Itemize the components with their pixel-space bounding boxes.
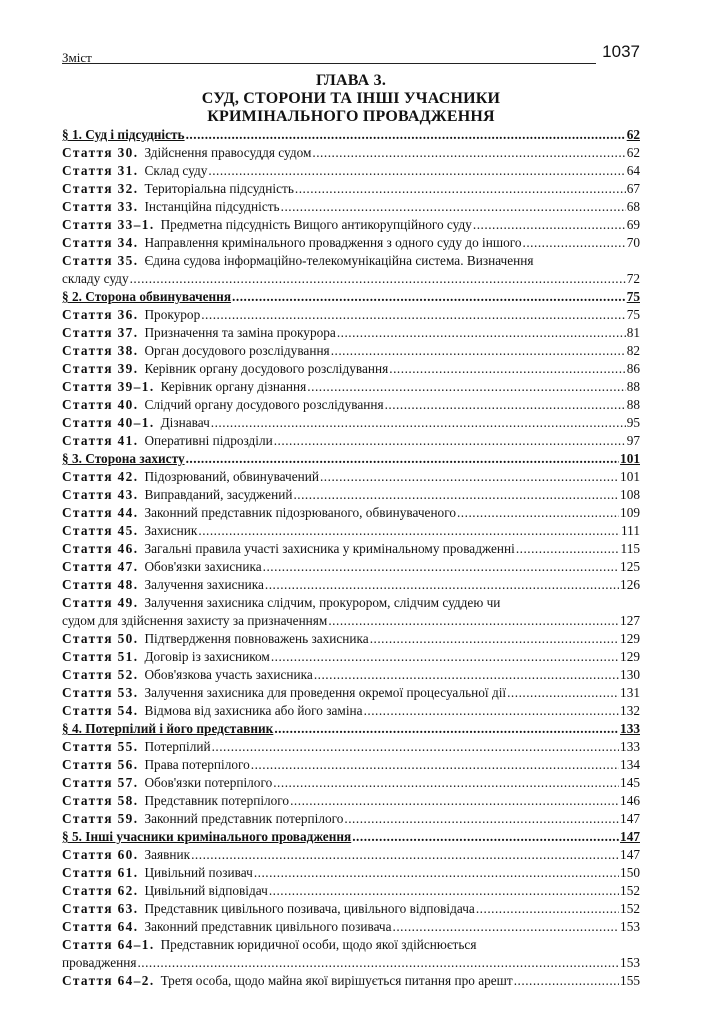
toc-article-title: Представник потерпілого (144, 793, 290, 808)
toc-leader (352, 828, 619, 846)
toc-article-title: Орган досудового розслідування (144, 343, 330, 358)
toc-article-entry (62, 774, 640, 792)
toc-article-entry (62, 486, 640, 504)
toc-page-number: 115 (620, 541, 640, 556)
toc-page-number: 62 (626, 127, 640, 142)
toc-article-title: Третя особа, щодо майна якої вирішується питання про арешт (160, 973, 513, 988)
toc-article-entry (62, 702, 640, 720)
toc-leader (516, 540, 620, 558)
toc-leader (251, 756, 619, 774)
toc-leader (198, 522, 620, 540)
toc-article-entry (62, 342, 640, 360)
toc-leader (130, 270, 626, 288)
toc-article-number: Стаття 59. (62, 811, 139, 826)
toc-article-entry (62, 792, 640, 810)
toc-article-number: Стаття 54. (62, 703, 139, 718)
toc-page-number: 152 (620, 901, 640, 916)
toc-article-title: Загальні правила участі захисника у кримінальному провадженні (144, 541, 515, 556)
toc-leader (265, 576, 619, 594)
toc-article-entry (62, 936, 640, 972)
toc-article-entry (62, 180, 640, 198)
toc-article-entry (62, 324, 640, 342)
toc-article-entry (62, 306, 640, 324)
toc-article-entry (62, 576, 640, 594)
toc-page-number: 82 (626, 343, 640, 358)
toc-section-entry (62, 720, 640, 738)
toc-article-title: Заявник (144, 847, 191, 862)
toc-article-entry (62, 846, 640, 864)
toc-page-number: 75 (626, 289, 640, 304)
toc-page-number: 108 (620, 487, 640, 502)
toc-article-title: Прокурор (144, 307, 201, 322)
toc-article-title: Предметна підсудність Вищого антикорупційного суду (160, 217, 472, 232)
toc-leader (344, 810, 619, 828)
toc-article-entry (62, 144, 640, 162)
toc-page-number: 72 (626, 271, 640, 286)
toc-article-title: Інстанційна підсудність (144, 199, 280, 214)
toc-page-number: 109 (620, 505, 640, 520)
toc-page-number: 111 (621, 523, 640, 538)
toc-article-title: Залучення захисника слідчим, прокурором, слідчим суддею чи (144, 595, 501, 610)
toc-leader (331, 342, 626, 360)
toc-article-entry (62, 216, 640, 234)
toc-page-number: 153 (620, 919, 640, 934)
toc-article-title: Законний представник потерпілого (144, 811, 344, 826)
toc-article-entry (62, 468, 640, 486)
toc-section-entry (62, 450, 640, 468)
toc-leader (523, 234, 626, 252)
toc-article-title: Направлення кримінального провадження з одного суду до іншого (144, 235, 522, 250)
toc-article-entry (62, 972, 640, 990)
toc-leader (274, 432, 626, 450)
toc-page-number: 155 (620, 973, 640, 988)
toc-leader (370, 630, 619, 648)
toc-article-title: Оперативні підрозділи (144, 433, 273, 448)
toc-page-number: 69 (626, 217, 640, 232)
toc-page-number: 134 (620, 757, 640, 772)
toc-article-title: Територіальна підсудність (144, 181, 294, 196)
toc-article-entry (62, 594, 640, 630)
toc-section-title: § 4. Потерпілий і його представник (62, 721, 274, 736)
toc-article-number: Стаття 43. (62, 487, 139, 502)
toc-page-number: 133 (620, 739, 640, 754)
toc-leader (274, 720, 619, 738)
toc-article-title: Обов'язки потерпілого (144, 775, 273, 790)
toc-leader (389, 360, 625, 378)
toc-leader (232, 288, 626, 306)
toc-article-title: Підтвердження повноважень захисника (144, 631, 369, 646)
toc-page-number: 133 (620, 721, 640, 736)
toc-article-number: Стаття 40. (62, 397, 139, 412)
toc-article-number: Стаття 64. (62, 919, 139, 934)
toc-article-number: Стаття 55. (62, 739, 139, 754)
toc-page-number: 130 (620, 667, 640, 682)
toc-page-number: 68 (626, 199, 640, 214)
toc-article-number: Стаття 37. (62, 325, 139, 340)
toc-leader (186, 126, 626, 144)
toc-article-title: Обов'язкова участь захисника (144, 667, 313, 682)
toc-page-number: 129 (620, 631, 640, 646)
toc-article-number: Стаття 53. (62, 685, 139, 700)
toc-page-number: 153 (620, 955, 640, 970)
toc-leader (201, 306, 625, 324)
toc-leader (269, 882, 619, 900)
toc-leader (507, 684, 619, 702)
toc-page-number: 152 (620, 883, 640, 898)
toc-leader (476, 900, 619, 918)
toc-article-number: Стаття 34. (62, 235, 139, 250)
toc-article-number: Стаття 58. (62, 793, 139, 808)
toc-page-number: 126 (620, 577, 640, 592)
toc-leader (385, 396, 626, 414)
chapter-title-line: СУД, СТОРОНИ ТА ІНШІ УЧАСНИКИ (201, 90, 501, 107)
toc-article-entry (62, 504, 640, 522)
toc-article-title: Представник юридичної особи, щодо якої здійснюється (160, 937, 477, 952)
toc-article-title: Обов'язки захисника (144, 559, 262, 574)
toc-article-entry (62, 648, 640, 666)
toc-article-entry (62, 630, 640, 648)
toc-article-title: Керівник органу досудового розслідування (144, 361, 389, 376)
toc-article-entry (62, 252, 640, 288)
toc-article-title: Залучення захисника (144, 577, 264, 592)
toc-section-title: § 2. Сторона обвинувачення (62, 289, 232, 304)
toc-article-entry (62, 864, 640, 882)
toc-leader (293, 486, 619, 504)
table-of-contents (62, 126, 640, 990)
toc-article-entry (62, 414, 640, 432)
toc-leader (514, 972, 619, 990)
toc-article-number: Стаття 46. (62, 541, 139, 556)
toc-article-number: Стаття 47. (62, 559, 139, 574)
toc-article-entry (62, 666, 640, 684)
toc-leader (290, 792, 619, 810)
toc-article-entry (62, 522, 640, 540)
toc-article-number: Стаття 36. (62, 307, 139, 322)
toc-article-number: Стаття 35. (62, 253, 139, 268)
toc-leader (271, 648, 619, 666)
page-header (62, 42, 640, 66)
toc-article-entry (62, 234, 640, 252)
header-page-number: 1037 (602, 42, 640, 61)
toc-leader (212, 738, 619, 756)
toc-article-title: Договір із захисником (144, 649, 270, 664)
toc-section-entry (62, 288, 640, 306)
toc-article-number: Стаття 30. (62, 145, 139, 160)
toc-article-number: Стаття 62. (62, 883, 139, 898)
toc-page-number: 88 (626, 397, 640, 412)
toc-article-number: Стаття 64–1. (62, 937, 155, 952)
toc-article-title-continued: провадження (62, 955, 137, 970)
toc-page-number: 147 (620, 811, 640, 826)
toc-page-number: 70 (626, 235, 640, 250)
toc-article-number: Стаття 33. (62, 199, 139, 214)
toc-section-title: § 5. Інші учасники кримінального провадження (62, 829, 352, 844)
toc-article-entry (62, 882, 640, 900)
toc-page-number: 127 (620, 613, 640, 628)
toc-article-number: Стаття 52. (62, 667, 139, 682)
toc-leader (211, 414, 626, 432)
toc-article-number: Стаття 49. (62, 595, 139, 610)
toc-leader (208, 162, 625, 180)
toc-article-entry (62, 756, 640, 774)
toc-article-title: Склад суду (144, 163, 208, 178)
header-rule (62, 63, 596, 64)
toc-leader (137, 954, 619, 972)
toc-article-title: Слідчий органу досудового розслідування (144, 397, 384, 412)
toc-leader (312, 144, 625, 162)
toc-page-number: 150 (620, 865, 640, 880)
toc-leader (254, 864, 619, 882)
toc-page-number: 101 (620, 469, 640, 484)
toc-article-entry (62, 162, 640, 180)
toc-page-number: 101 (620, 451, 640, 466)
toc-article-entry (62, 684, 640, 702)
toc-page-number: 67 (626, 181, 640, 196)
toc-article-title: Керівник органу дізнання (160, 379, 307, 394)
toc-article-entry (62, 558, 640, 576)
toc-page-number: 131 (620, 685, 640, 700)
toc-article-title-continued: судом для здійснення захисту за призначенням (62, 613, 328, 628)
toc-page-number: 145 (620, 775, 640, 790)
toc-article-title: Здійснення правосуддя судом (144, 145, 312, 160)
toc-page-number: 97 (626, 433, 640, 448)
toc-leader (328, 612, 619, 630)
toc-article-title: Потерпілий (144, 739, 211, 754)
toc-article-number: Стаття 63. (62, 901, 139, 916)
toc-page-number: 95 (626, 415, 640, 430)
toc-leader (393, 918, 620, 936)
toc-article-title: Призначення та заміна прокурора (144, 325, 336, 340)
toc-article-number: Стаття 40–1. (62, 415, 155, 430)
toc-section-title: § 1. Суд і підсудність (62, 127, 185, 142)
toc-page-number: 62 (626, 145, 640, 160)
toc-article-number: Стаття 48. (62, 577, 139, 592)
toc-article-title: Єдина судова інформаційно-телекомунікаційна система. Визначення (144, 253, 534, 268)
toc-page-number: 88 (626, 379, 640, 394)
toc-article-entry (62, 540, 640, 558)
toc-article-number: Стаття 60. (62, 847, 139, 862)
toc-page-number: 75 (626, 307, 640, 322)
toc-leader (473, 216, 626, 234)
toc-page-number: 147 (620, 829, 640, 844)
toc-leader (186, 450, 619, 468)
toc-article-entry (62, 396, 640, 414)
toc-article-title: Представник цивільного позивача, цивільного відповідача (144, 901, 475, 916)
toc-article-title: Дізнавач (160, 415, 210, 430)
toc-article-number: Стаття 45. (62, 523, 139, 538)
chapter-title (62, 72, 640, 126)
toc-article-entry (62, 738, 640, 756)
toc-article-number: Стаття 31. (62, 163, 139, 178)
toc-leader (263, 558, 619, 576)
toc-article-number: Стаття 61. (62, 865, 139, 880)
toc-page-number: 86 (626, 361, 640, 376)
toc-article-number: Стаття 56. (62, 757, 139, 772)
toc-page-number: 129 (620, 649, 640, 664)
toc-article-number: Стаття 39. (62, 361, 139, 376)
toc-section-entry (62, 828, 640, 846)
toc-leader (295, 180, 626, 198)
toc-article-entry (62, 432, 640, 450)
toc-article-number: Стаття 51. (62, 649, 139, 664)
toc-leader (364, 702, 619, 720)
toc-leader (457, 504, 619, 522)
toc-article-entry (62, 900, 640, 918)
header-section-label: Зміст (62, 50, 92, 65)
toc-page-number: 146 (620, 793, 640, 808)
toc-leader (273, 774, 619, 792)
toc-leader (281, 198, 626, 216)
toc-leader (320, 468, 619, 486)
toc-article-title: Залучення захисника для проведення окремої процесуальної дії (144, 685, 507, 700)
toc-page-number: 81 (626, 325, 640, 340)
toc-section-title: § 3. Сторона захисту (62, 451, 185, 466)
toc-leader (307, 378, 625, 396)
toc-leader (314, 666, 619, 684)
toc-article-title-continued: складу суду (62, 271, 129, 286)
toc-article-number: Стаття 38. (62, 343, 139, 358)
toc-article-number: Стаття 39–1. (62, 379, 155, 394)
toc-article-title: Підозрюваний, обвинувачений (144, 469, 319, 484)
toc-article-entry (62, 918, 640, 936)
toc-article-title: Захисник (144, 523, 198, 538)
toc-article-entry (62, 198, 640, 216)
toc-page-number: 132 (620, 703, 640, 718)
toc-article-title: Цивільний позивач (144, 865, 253, 880)
toc-article-entry (62, 378, 640, 396)
toc-article-title: Законний представник цивільного позивача (144, 919, 392, 934)
toc-leader (191, 846, 619, 864)
toc-article-number: Стаття 44. (62, 505, 139, 520)
toc-section-entry (62, 126, 640, 144)
toc-article-number: Стаття 42. (62, 469, 139, 484)
toc-page-number: 125 (620, 559, 640, 574)
toc-page-number: 64 (626, 163, 640, 178)
toc-article-number: Стаття 41. (62, 433, 139, 448)
toc-article-entry (62, 360, 640, 378)
toc-article-number: Стаття 33–1. (62, 217, 155, 232)
chapter-title-line: КРИМІНАЛЬНОГО ПРОВАДЖЕННЯ (207, 108, 495, 125)
toc-article-title: Цивільний відповідач (144, 883, 268, 898)
toc-article-title: Права потерпілого (144, 757, 250, 772)
chapter-title-line: ГЛАВА 3. (315, 72, 387, 89)
toc-article-title: Виправданий, засуджений (144, 487, 293, 502)
toc-leader (337, 324, 626, 342)
toc-article-number: Стаття 64–2. (62, 973, 155, 988)
toc-article-number: Стаття 50. (62, 631, 139, 646)
toc-article-number: Стаття 57. (62, 775, 139, 790)
toc-page-number: 147 (620, 847, 640, 862)
toc-article-entry (62, 810, 640, 828)
toc-article-number: Стаття 32. (62, 181, 139, 196)
toc-article-title: Відмова від захисника або його заміна (144, 703, 363, 718)
toc-article-title: Законний представник підозрюваного, обвинуваченого (144, 505, 456, 520)
